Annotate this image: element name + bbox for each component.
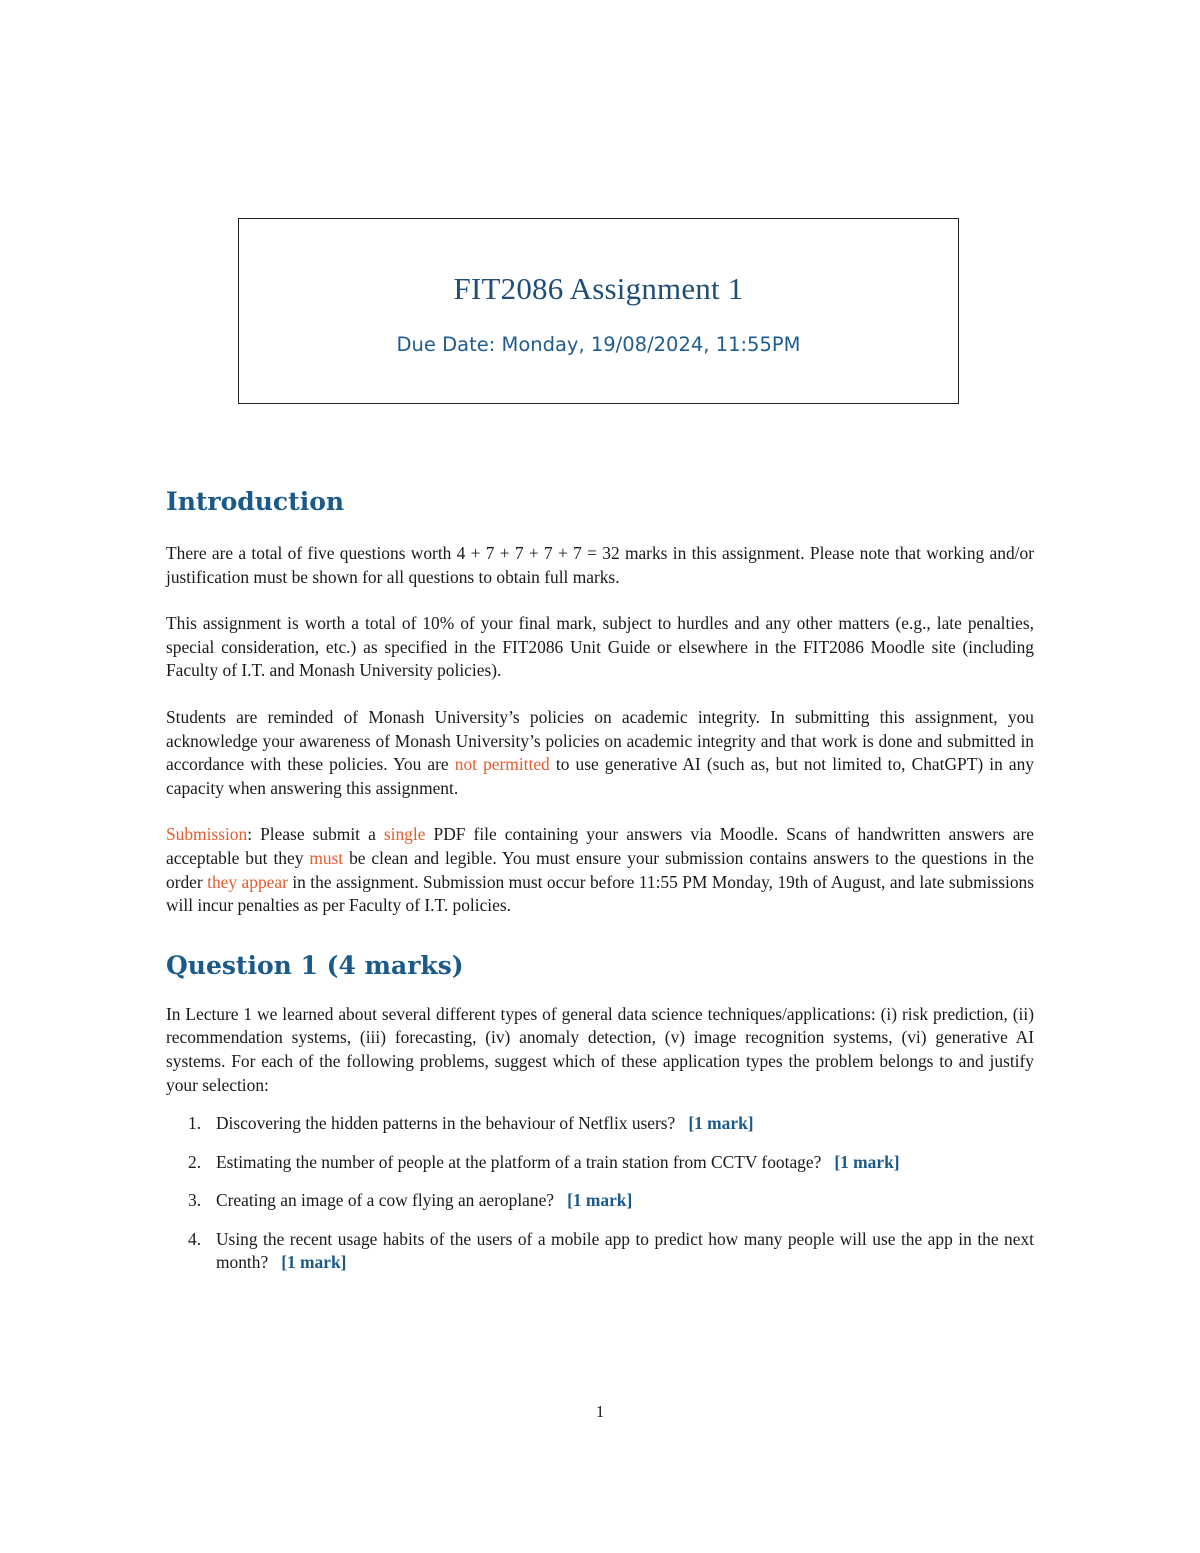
single-highlight: single — [383, 824, 426, 845]
list-item-text: Creating an image of a cow flying an aeroplane? — [216, 1190, 555, 1211]
question1-intro: In Lecture 1 we learned about several different types of general data science techniques/applications: (i) risk prediction, (ii) recommendation systems, (iii) forecasting, (iv) anomaly detection, (v) image recognition systems, (vi) generative AI systems. For each of the following problems, suggest which of these application types the problem belongs to and justify your selection: — [166, 1003, 1034, 1095]
submission-text-c: be clean and legible. You must ensure your submission contains answers to the questions in the order — [166, 847, 1034, 892]
must-highlight: must — [309, 847, 344, 868]
introduction-heading: Introduction — [166, 487, 345, 516]
integrity-text-b: to use generative AI (such as, but not limited to, ChatGPT) in any capacity when answering this assignment. — [166, 754, 1034, 798]
list-item — [166, 1228, 1034, 1275]
submission-text-d: in the assignment. Submission must occur before 11:55 PM Monday, 19th of August, and late submissions will incur penalties as per Faculty of I.T. policies. — [166, 871, 1034, 916]
due-date: Due Date: Monday, 19/08/2024, 11:55PM — [396, 333, 801, 356]
document-title: FIT2086 Assignment 1 — [453, 271, 744, 306]
list-item-mark: [1 mark] — [281, 1252, 347, 1273]
list-item-mark: [1 mark] — [567, 1190, 633, 1211]
submission-label: Submission — [166, 824, 248, 845]
they-appear-highlight: they appear — [207, 871, 288, 892]
list-item-mark: [1 mark] — [688, 1113, 754, 1134]
list-item-number: 1. — [188, 1113, 202, 1134]
list-item-number: 3. — [188, 1190, 202, 1211]
list-item-text: Discovering the hidden patterns in the behaviour of Netflix users? — [216, 1113, 676, 1134]
intro-paragraph-integrity — [166, 706, 1034, 800]
question1-list — [166, 1112, 1034, 1275]
list-item-number: 2. — [188, 1151, 202, 1172]
question1-heading: Question 1 (4 marks) — [166, 950, 464, 980]
list-item — [166, 1189, 1034, 1213]
intro-paragraph-marks: There are a total of five questions worth 4 + 7 + 7 + 7 + 7 = 32 marks in this assignment. Please note that working and/or justification must be shown for all questions to obtain full marks. — [166, 543, 1034, 587]
list-item — [166, 1151, 1034, 1175]
submission-text-b: PDF file containing your answers via Moodle. Scans of handwritten answers are acceptable but they — [166, 824, 1034, 868]
submission-text-a: : Please submit a — [247, 824, 384, 845]
document-body — [166, 484, 1034, 1290]
list-item-text: Using the recent usage habits of the users of a mobile app to predict how many people will use the app in the next month? — [216, 1228, 1034, 1273]
list-item-number: 4. — [188, 1228, 202, 1249]
intro-paragraph-weighting: This assignment is worth a total of 10% of your final mark, subject to hurdles and any other matters (e.g., late penalties, special consideration, etc.) as specified in the FIT2086 Unit Guide or elsewhere in the FIT2086 Moodle site (including Faculty of I.T. and Monash University policies). — [166, 613, 1034, 681]
page-number: 1 — [595, 1402, 605, 1421]
title-box — [238, 218, 959, 404]
intro-paragraph-submission — [166, 823, 1034, 917]
list-item-text: Estimating the number of people at the platform of a train station from CCTV footage? — [216, 1151, 822, 1172]
list-item-mark: [1 mark] — [834, 1151, 900, 1172]
list-item — [166, 1112, 1034, 1136]
not-permitted-highlight: not permitted — [454, 754, 550, 775]
integrity-text-a: Students are reminded of Monash University’s policies on academic integrity. In submitting this assignment, you acknowledge your awareness of Monash University’s policies on academic integrity and that work is done and submitted in accordance with these policies. You are — [166, 706, 1034, 775]
